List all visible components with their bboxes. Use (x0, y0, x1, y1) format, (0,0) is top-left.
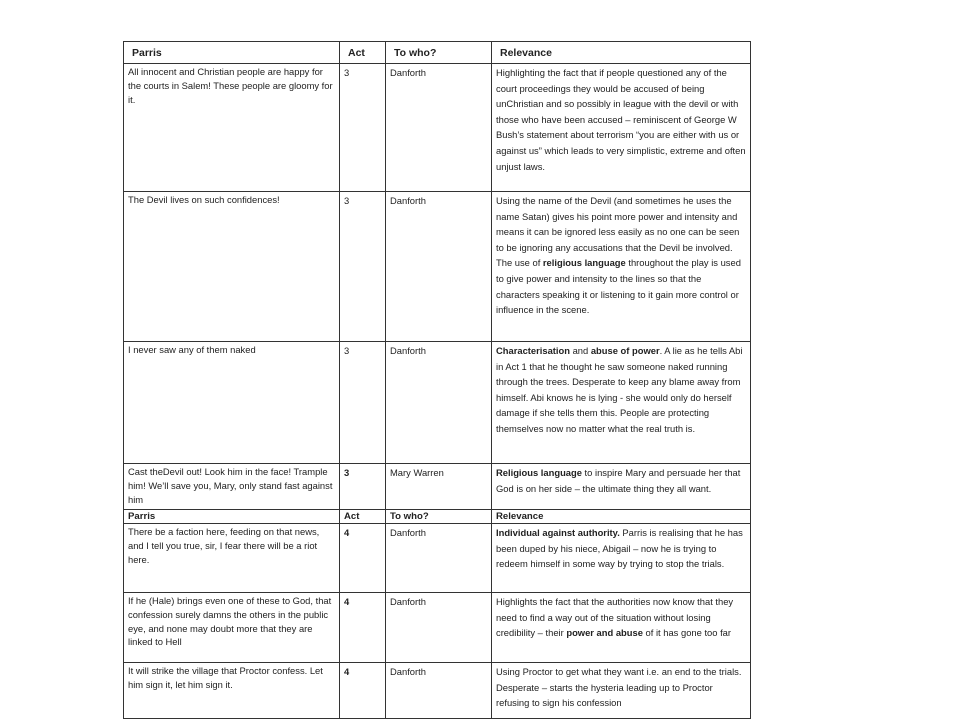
to-who-cell: Danforth (386, 663, 492, 719)
relevance-text: The use of (496, 257, 543, 269)
relevance-emphasis: Individual against authority. (496, 527, 620, 538)
to-who-cell: Danforth (386, 192, 492, 342)
header-to-who: To who? (386, 510, 492, 524)
relevance-text: throughout the play is used to give power and intensity to the lines so that the characters speaking it or listening to it gain more control or influence in the scene. (496, 257, 741, 316)
relevance-cell: Using Proctor to get what they want i.e. an end to the trials. Desperate – starts the hysteria leading up to Proctor refusing to sign his confession (492, 663, 751, 719)
header-parris: Parris (124, 42, 340, 64)
table-row (124, 192, 751, 342)
table-row (124, 593, 751, 663)
header-relevance: Relevance (492, 510, 751, 524)
quote-cell: There be a faction here, feeding on that news, and I tell you true, sir, I fear there will be a riot here. (124, 524, 340, 593)
header-row (124, 510, 751, 524)
act-cell: 4 (340, 524, 386, 593)
act-cell: 3 (340, 192, 386, 342)
header-act: Act (340, 42, 386, 64)
quotes-table (123, 41, 751, 719)
act-cell: 4 (340, 593, 386, 663)
relevance-cell (492, 593, 751, 663)
relevance-cell (492, 342, 751, 464)
relevance-text: Highlights the fact that the authorities now know that they need to find a way out of the situation without losing credibility – their (496, 596, 734, 639)
to-who-cell: Mary Warren (386, 464, 492, 510)
header-act: Act (340, 510, 386, 524)
quote-text: Cast theDevil out! Look him in the face! Trample him! We’ll save you, Mary, only stand fast against him (128, 466, 333, 505)
header-relevance: Relevance (492, 42, 751, 64)
relevance-emphasis: Religious language (496, 467, 582, 478)
table-row (124, 524, 751, 593)
quote-cell: If he (Hale) brings even one of these to God, that confession surely damns the others in the public eye, and none may doubt more that they are linked to Hell (124, 593, 340, 663)
to-who-cell: Danforth (386, 524, 492, 593)
relevance-text: and (569, 345, 591, 356)
relevance-emphasis: abuse of power (590, 345, 660, 356)
relevance-emphasis: power and abuse (566, 627, 643, 639)
header-to-who: To who? (386, 42, 492, 64)
relevance-cell (492, 524, 751, 593)
quote-cell: All innocent and Christian people are happy for the courts in Salem! These people are gloomy for it. (124, 64, 340, 192)
act-cell: 4 (340, 663, 386, 719)
quote-cell: I never saw any of them naked (124, 342, 340, 464)
relevance-cell (492, 464, 751, 510)
quote-cell: It will strike the village that Proctor confess. Let him sign it, let him sign it. (124, 663, 340, 719)
relevance-emphasis: Characterisation (496, 345, 570, 356)
relevance-text: . A lie as he tells Abi in Act 1 that he thought he saw someone naked running through the trees. Desperate to keep any blame away from himself. Abi knows he is lying - she would only do herself damage if she tells them this. People are protecting themselves now no matter what the real truth is. (496, 345, 743, 434)
relevance-cell (492, 192, 751, 342)
relevance-text: of it has gone too far (642, 627, 732, 639)
header-parris: Parris (124, 510, 340, 524)
header-row (124, 42, 751, 64)
to-who-cell: Danforth (386, 342, 492, 464)
quote-cell (124, 464, 340, 510)
quote-cell: The Devil lives on such confidences! (124, 192, 340, 342)
to-who-cell: Danforth (386, 64, 492, 192)
relevance-text: Using the name of the Devil (and sometimes he uses the name Satan) gives his point more power and intensity and means it can be ignored less easily as no one can be seen to be ignoring any accusations that the Devil be involved. (496, 195, 740, 253)
act-cell: 3 (340, 64, 386, 192)
act-cell: 3 (340, 342, 386, 464)
table-row (124, 464, 751, 510)
relevance-emphasis: religious language (542, 257, 626, 269)
relevance-text: to inspire Mary and persuade her that God is on her side – the ultimate thing they all want. (496, 467, 741, 494)
table-row (124, 64, 751, 192)
table-row (124, 663, 751, 719)
act-cell: 3 (340, 464, 386, 510)
relevance-cell: Highlighting the fact that if people questioned any of the court proceedings they would be accused of being unChristian and so possibly in league with the devil or with those who have been accused – reminiscent of George W Bush’s statement about terrorism “you are either with us or against us” which leads to very simplistic, extreme and often unjust laws. (492, 64, 751, 192)
table-row (124, 342, 751, 464)
to-who-cell: Danforth (386, 593, 492, 663)
relevance-text: Parris is realising that he has been duped by his niece, Abigail – now he is trying to redeem himself in some way by trying to stop the trials. (496, 527, 743, 570)
